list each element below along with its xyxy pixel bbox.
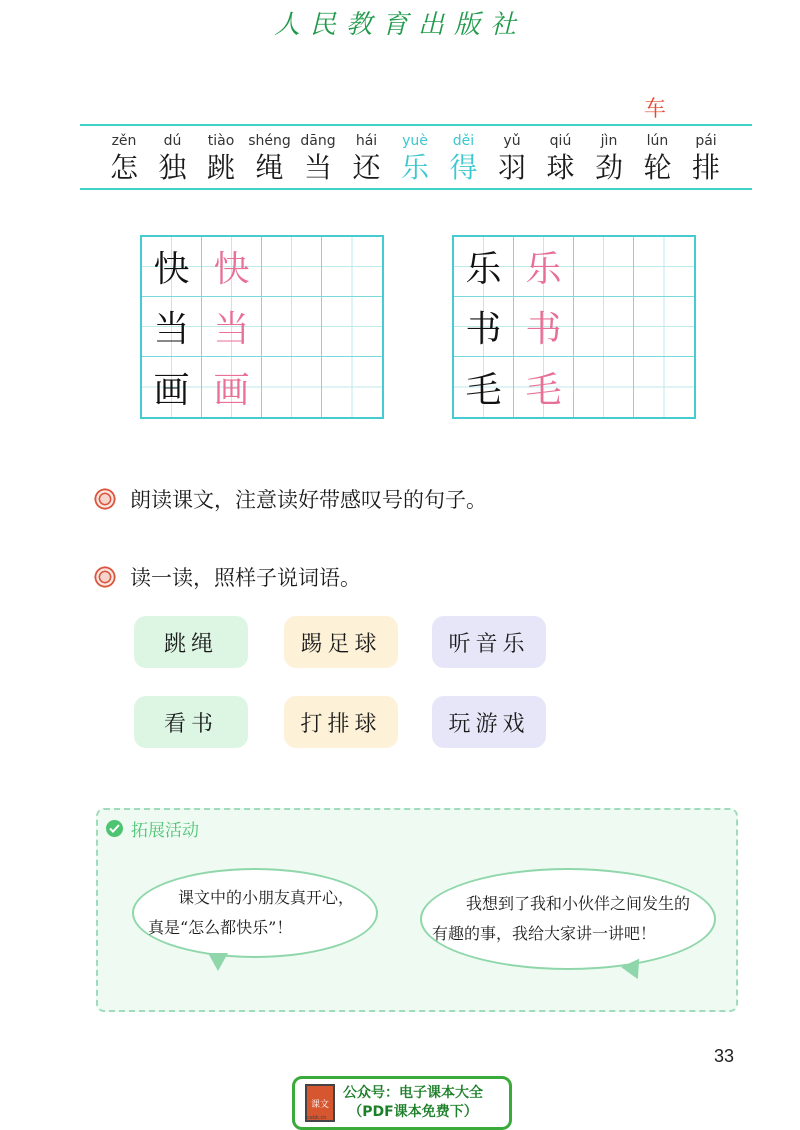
vocab-item: hái 还 [352,133,381,184]
instruction-text: 朗读课文，注意读好带感叹号的句子。 [130,488,487,512]
vocab-item: shéng 绳 [248,133,291,184]
vocabulary-list [100,132,730,190]
extension-title: 拓展活动 [106,816,199,841]
grid-cell-empty[interactable] [574,297,634,357]
grid-cell [142,297,202,357]
grid-cell [514,297,574,357]
trace-char: 乐 [525,249,562,290]
grid-cell [202,237,262,297]
grid-cell [514,237,574,297]
vocab-item: qiú 球 [546,133,575,184]
vocab-item: yǔ 羽 [497,133,526,184]
grid-cell-empty[interactable] [634,297,694,357]
promo-line1: 公众号：电子课本大全 [343,1085,483,1101]
model-char: 快 [153,249,190,290]
word-box: 听音乐 [432,616,546,668]
grid-cell-empty[interactable] [322,297,382,357]
instruction-text: 读一读，照样子说词语。 [130,566,361,590]
vocab-item: zěn 怎 [109,133,138,184]
vocab-item-highlighted: yuè 乐 [400,133,429,184]
grid-cell-empty[interactable] [262,357,322,417]
trace-char: 毛 [525,369,562,411]
vocab-item: pái 排 [691,133,720,184]
grid-cell-empty[interactable] [262,237,322,297]
trace-char: 当 [213,309,250,350]
promo-sub: cebk.cn [307,1115,327,1121]
book-icon: 课文 [305,1084,335,1122]
grid-cell-empty[interactable] [574,237,634,297]
promo-banner[interactable] [292,1076,512,1130]
instruction-read-text [94,484,487,514]
word-box: 跳绳 [134,616,248,668]
grid-cell-empty[interactable] [574,357,634,417]
word-box: 打排球 [284,696,398,748]
model-char: 当 [153,309,190,350]
grid-cell-empty[interactable] [634,357,694,417]
writing-grid-right [452,235,696,419]
vocab-item-highlighted: děi 得 [449,133,478,184]
speech-bubble-left: 课文中的小朋友真开心， 真是“怎么都快乐”！ [132,868,378,958]
grid-cell-empty[interactable] [322,357,382,417]
speech-bubble-right: 我想到了我和小伙伴之间发生的 有趣的事，我给大家讲一讲吧！ [420,868,716,970]
grid-cell [142,237,202,297]
instruction-read-words [94,562,361,592]
vocab-top-line [80,124,752,126]
grid-cell [454,237,514,297]
vocab-item: lún 轮 [643,133,672,184]
model-char: 画 [153,369,190,411]
vocab-item: dú 独 [158,133,187,184]
marker-char: 车 [644,97,667,122]
grid-cell [514,357,574,417]
trace-char: 快 [213,249,250,290]
trace-char: 画 [213,369,250,411]
grid-cell [202,357,262,417]
grid-cell-empty[interactable] [634,237,694,297]
seal-icon [94,488,116,510]
vocab-item: dāng 当 [300,133,336,184]
model-char: 毛 [465,369,502,411]
seal-icon [94,566,116,588]
grid-cell [454,297,514,357]
page-number: 33 [713,1046,734,1066]
vocab-item: tiào 跳 [206,133,235,184]
publisher-logo: 人民教育出版社 [273,10,526,40]
word-box: 踢足球 [284,616,398,668]
writing-grid-left [140,235,384,419]
word-box: 玩游戏 [432,696,546,748]
word-box: 看书 [134,696,248,748]
check-leaf-icon [106,820,123,837]
vocab-item: jìn 劲 [594,133,623,184]
promo-line2: （PDF课本免费下） [348,1104,478,1120]
grid-cell-empty[interactable] [322,237,382,297]
grid-cell [202,297,262,357]
model-char: 乐 [465,249,502,290]
grid-cell-empty[interactable] [262,297,322,357]
grid-cell [454,357,514,417]
model-char: 书 [465,309,502,350]
trace-char: 书 [525,309,562,350]
vocab-bottom-line [80,188,752,190]
bubble-tail [208,953,228,971]
grid-cell [142,357,202,417]
